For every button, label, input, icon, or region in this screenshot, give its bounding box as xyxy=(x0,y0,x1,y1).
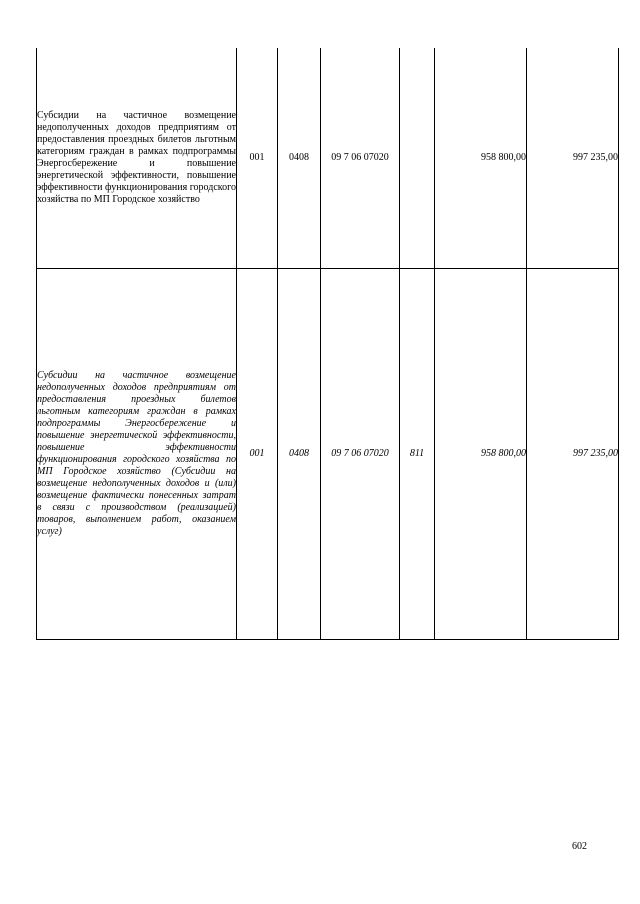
amount-2-cell: 997 235,00 xyxy=(527,48,619,269)
budget-table xyxy=(36,48,619,640)
target-article-cell: 09 7 06 07020 xyxy=(321,48,400,269)
target-article-cell: 09 7 06 07020 xyxy=(321,269,400,640)
expense-type-cell xyxy=(400,48,435,269)
ministry-code-cell: 001 xyxy=(237,269,278,640)
row-description: Субсидии на частичное возмещение недополученных доходов предприятиям от предоставления проездных билетов льготным категориям граждан в рамках подпрограммы Энергосбережение и повышение энергетической эффективности, повышение эффективности функционирования городского хозяйства по МП Городское хозяйство (Субсидии на возмещение недополученных доходов и (или) возмещение фактически понесенных затрат в связи с производством (реализацией) товаров, выполнением работ, оказанием услуг) xyxy=(37,269,237,640)
section-code-cell: 0408 xyxy=(278,48,321,269)
ministry-code-cell: 001 xyxy=(237,48,278,269)
row-description: Субсидии на частичное возмещение недополученных доходов предприятиям от предоставления проездных билетов льготным категориям граждан в рамках подпрограммы Энергосбережение и повышение энергетической эффективности, повышение эффективности функционирования городского хозяйства по МП Городское хозяйство xyxy=(37,48,237,269)
amount-2-cell: 997 235,00 xyxy=(527,269,619,640)
page-number: 602 xyxy=(572,841,587,852)
table-row xyxy=(37,269,619,640)
expense-type-cell: 811 xyxy=(400,269,435,640)
table-row xyxy=(37,48,619,269)
amount-1-cell: 958 800,00 xyxy=(435,48,527,269)
amount-1-cell: 958 800,00 xyxy=(435,269,527,640)
section-code-cell: 0408 xyxy=(278,269,321,640)
